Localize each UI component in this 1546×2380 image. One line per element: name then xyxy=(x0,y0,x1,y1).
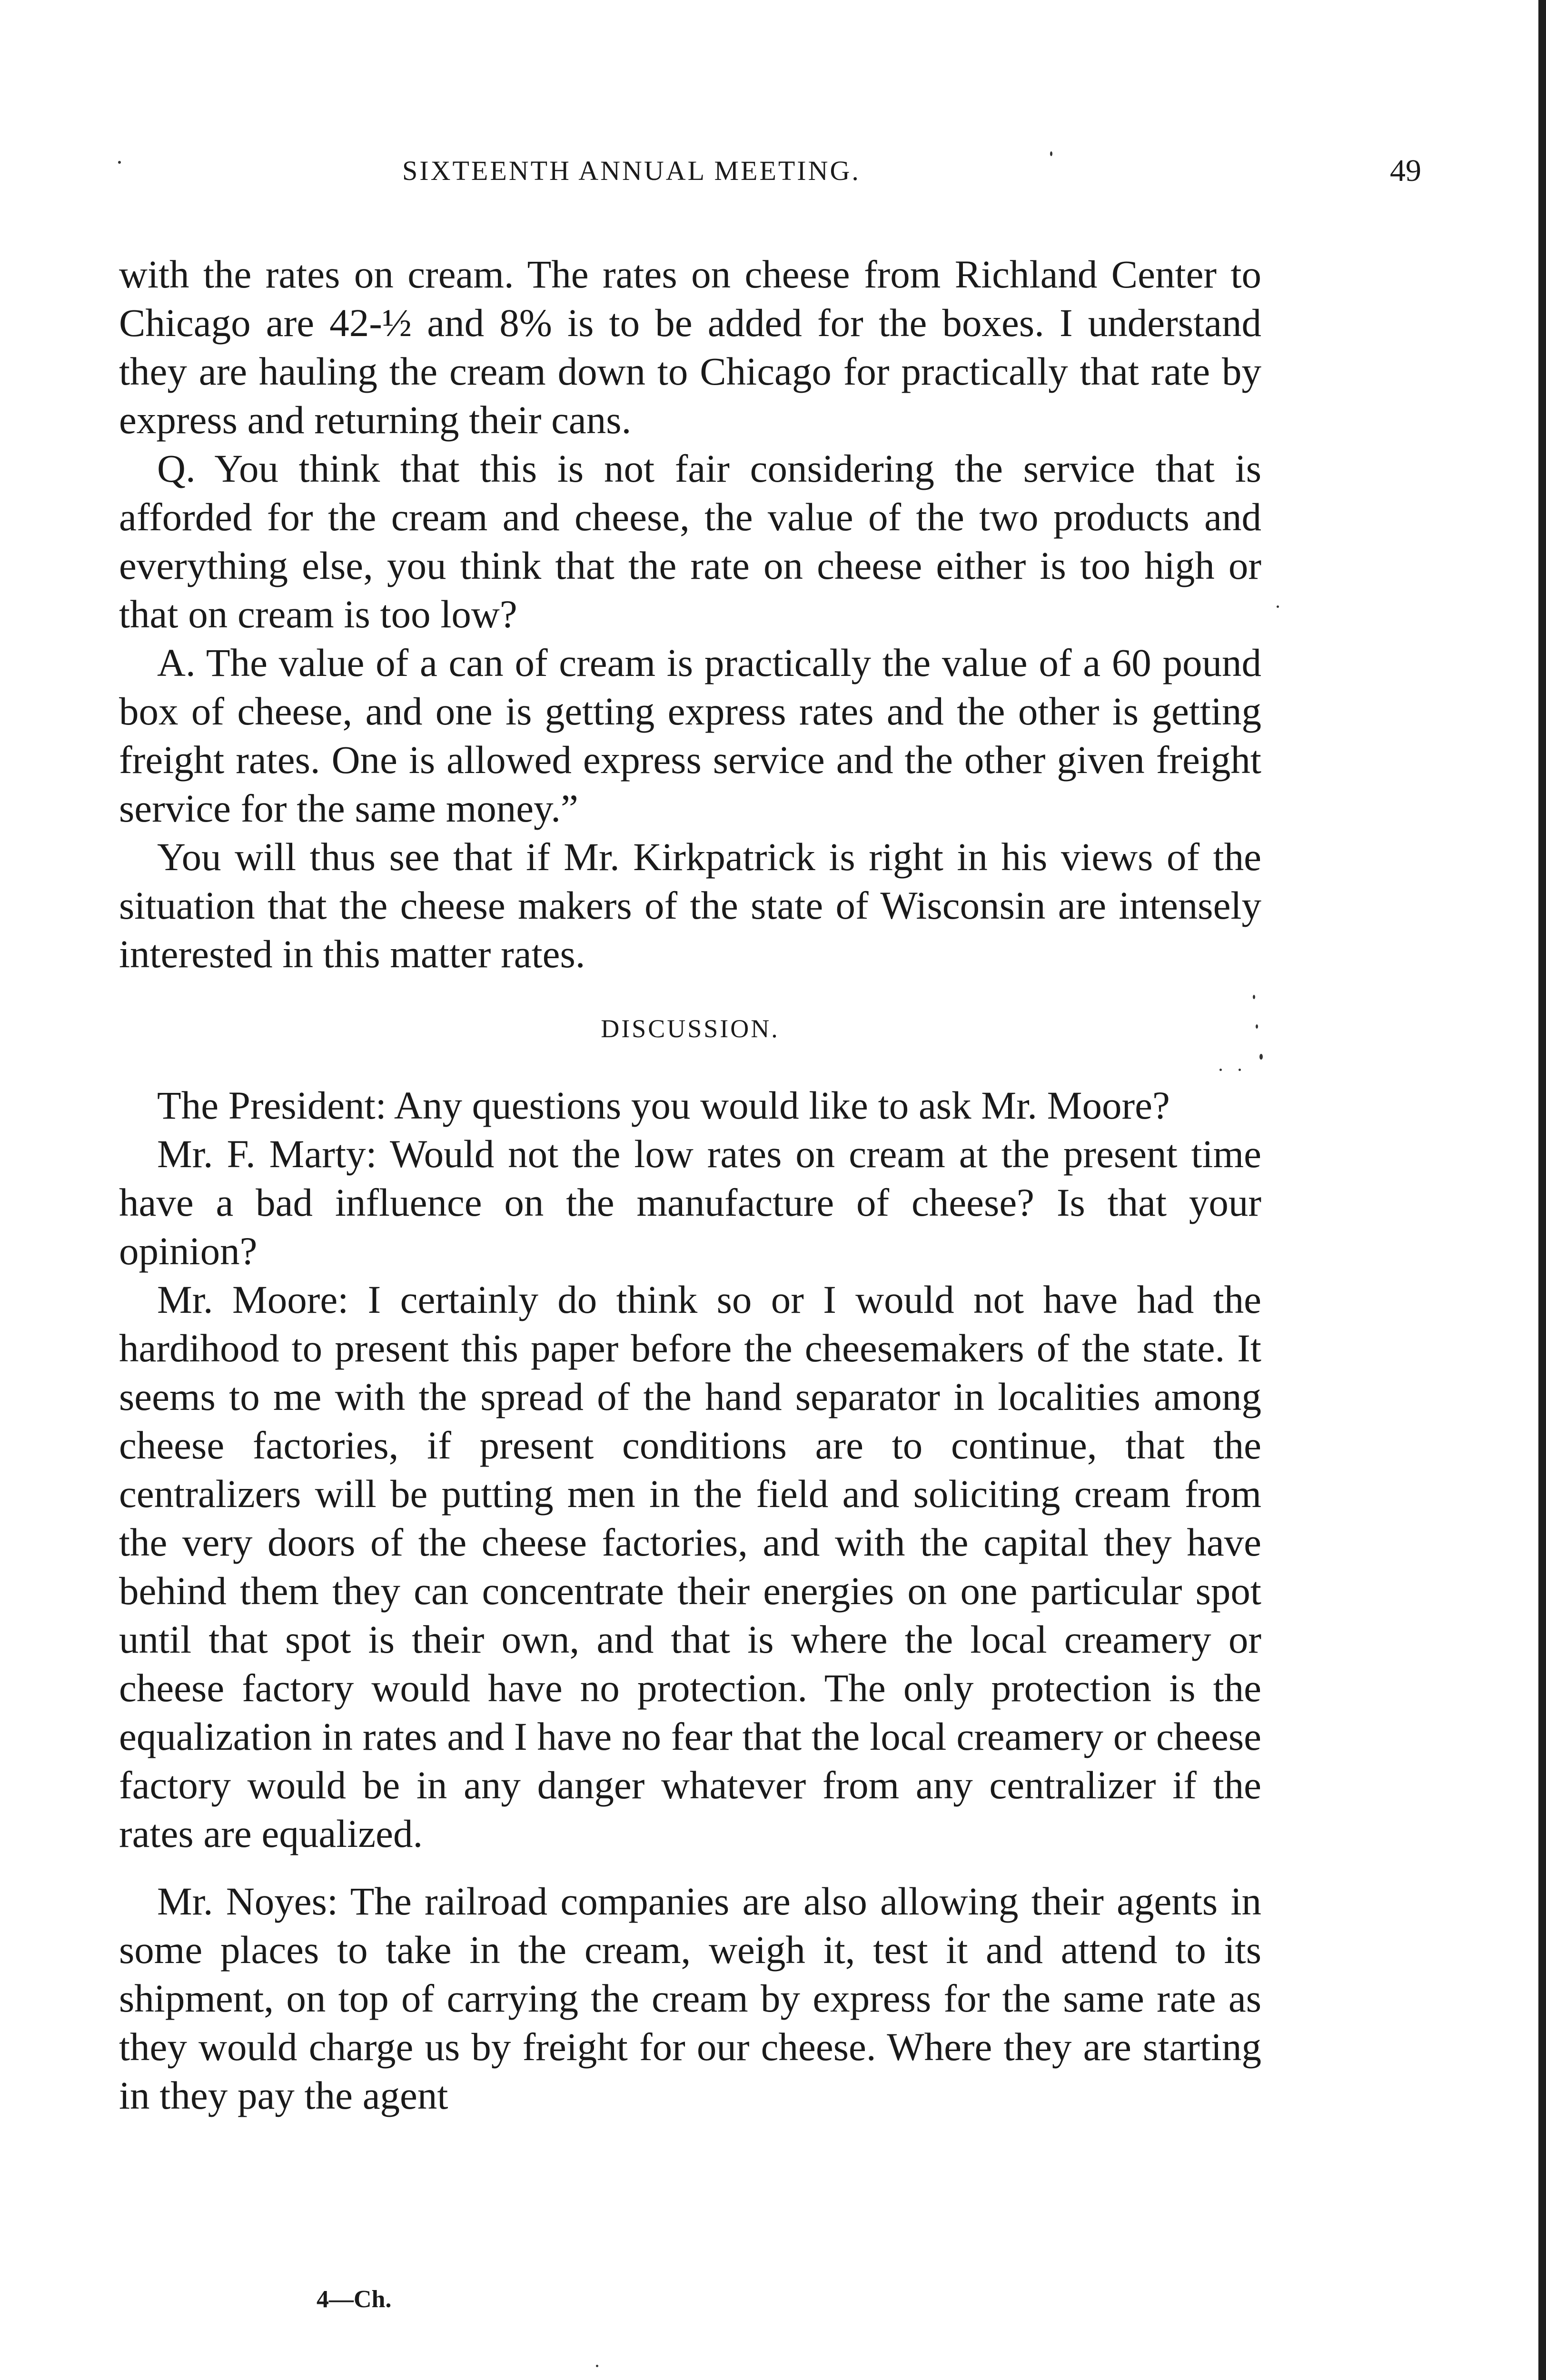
scan-edge-right xyxy=(1538,0,1546,2380)
signature-mark: 4—Ch. xyxy=(317,2286,392,2313)
paragraph: with the rates on cream. The rates on cheese from Richland Center to Chicago are 42-½ and 8% is to be added for the boxes. I understand they are hauling the cream down to Chicago for practically that rate by express and returning their cans. xyxy=(119,252,1261,442)
running-title: SIXTEENTH ANNUAL MEETING. xyxy=(402,155,861,186)
body-text xyxy=(119,250,1261,2120)
discussion-paragraph: The President: Any questions you would like to ask Mr. Moore? xyxy=(157,1083,1170,1127)
discussion-paragraph: Mr. F. Marty: Would not the low rates on cream at the present time have a bad influence on the manufacture of cheese? Is that your opinion? xyxy=(119,1132,1261,1273)
running-header xyxy=(0,143,1546,200)
discussion-paragraph: Mr. Moore: I certainly do think so or I would not have had the hardihood to present this paper before the cheesemakers of the state. It seems to me with the spread of the hand separator in localities among cheese factories, if present conditions are to continue, that the centralizers will be putting men in the field and soliciting cream from the very doors of the cheese factories, and with the capital they have behind them they can concentrate their energies on one particular spot until that spot is their own, and that is where the local creamery or cheese factory would have no protection. The only protection is the equalization in rates and I have no fear that the local creamery or cheese factory would be in any danger whatever from any centralizer if the rates are equalized. xyxy=(119,1278,1261,1855)
paragraph: Q. You think that this is not fair considering the service that is afforded for the cream and cheese, the value of the two products and everything else, you think that the rate on cheese either is too high or that on cream is too low? xyxy=(119,446,1261,636)
discussion-paragraph: Mr. Noyes: The railroad companies are also allowing their agents in some places to take in the cream, weigh it, test it and attend to its shipment, on top of carrying the cream by express for the same rate as they would charge us by freight for our cheese. Where they are starting in they pay the agent xyxy=(119,1879,1261,2117)
scan-speck xyxy=(596,2365,598,2367)
paragraph: You will thus see that if Mr. Kirkpatrick is right in his views of the situation that the cheese makers of the state of Wisconsin are intensely interested in this matter rates. xyxy=(119,835,1261,976)
paragraph: A. The value of a can of cream is practically the value of a 60 pound box of cheese, and one is getting express rates and the other is getting freight rates. One is allowed express service and the other given freight service for the same money.” xyxy=(119,641,1261,830)
section-heading: DISCUSSION. xyxy=(601,1014,780,1043)
page-number: 49 xyxy=(1390,153,1421,188)
scan-speck xyxy=(1277,605,1279,608)
